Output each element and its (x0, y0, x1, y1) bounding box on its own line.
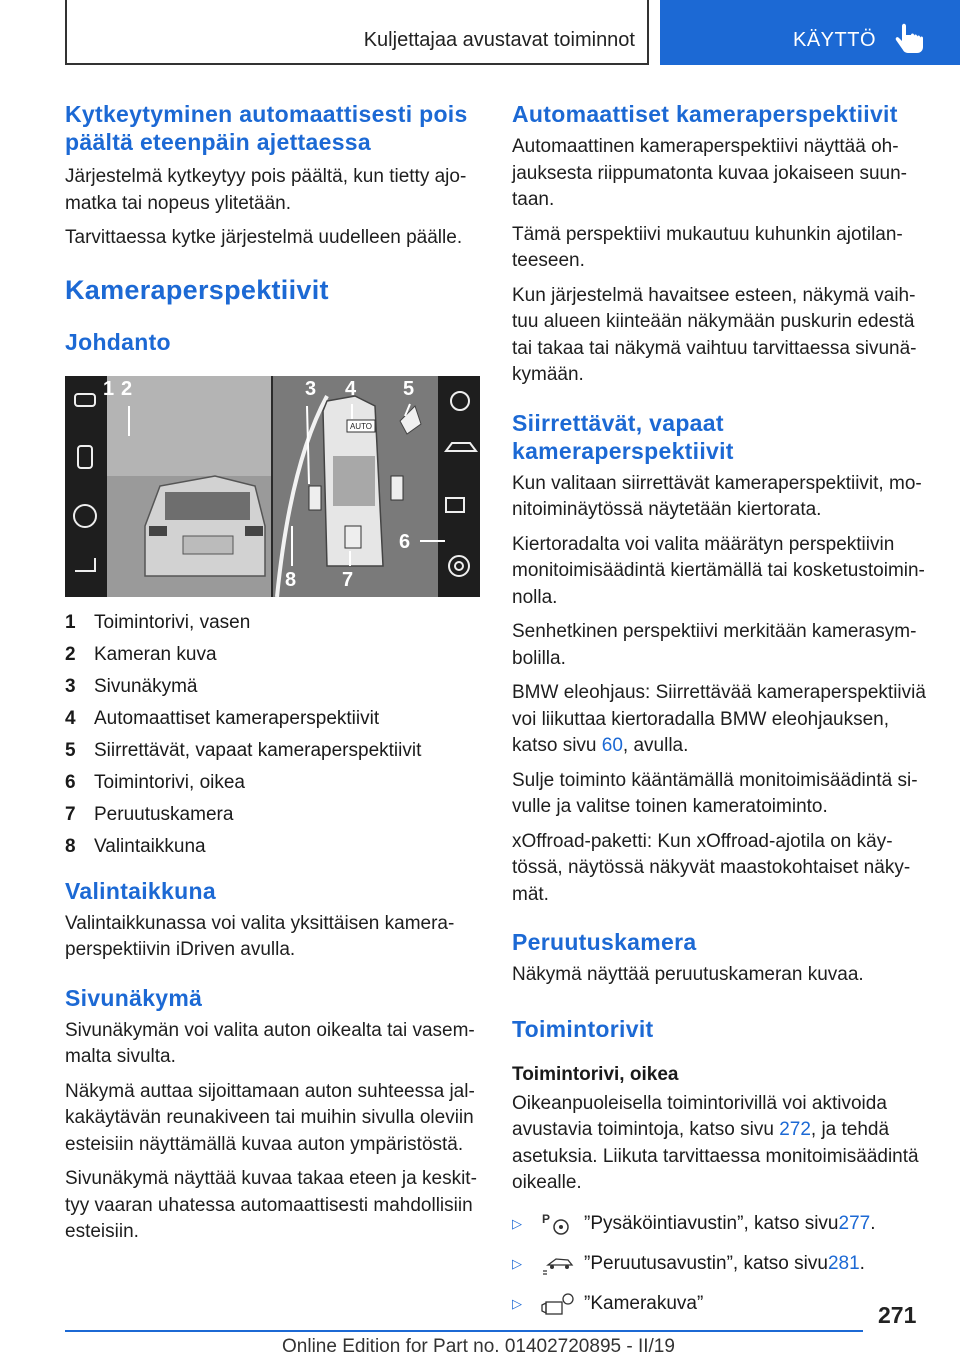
triangle-bullet-icon: ▷ (512, 1295, 522, 1311)
triangle-bullet-icon: ▷ (512, 1255, 522, 1271)
callout-5: 5 (403, 377, 415, 400)
callout-2: 2 (121, 377, 133, 400)
legend-number: 5 (65, 739, 76, 761)
camera-display-figure (65, 376, 480, 597)
legend-text: Kameran kuva (94, 643, 217, 665)
bullet-park-assist: ▷ P ”Pysäköintiavustin”, katso sivu 277 . (512, 1211, 932, 1237)
legend-item (65, 671, 480, 703)
callout-8: 8 (285, 568, 297, 591)
legend-text: Siirrettävät, vapaat kameraperspektiivit (94, 739, 422, 761)
heading-camera-perspectives: Kameraperspektiivit (65, 274, 329, 305)
side-camera-left (309, 486, 321, 510)
header-chapter-label: KÄYTTÖ (793, 29, 877, 51)
page-link-281[interactable]: 281 (827, 1252, 860, 1274)
header-section-box (65, 0, 649, 65)
heading-right-row: Toimintorivi, oikea (512, 1063, 679, 1085)
callout-4: 4 (345, 377, 357, 400)
auto-badge-text: AUTO (349, 421, 373, 431)
legend-text: Peruutuskamera (94, 803, 234, 825)
bullet-camera-image: ▷ ”Kamerakuva” (512, 1291, 932, 1317)
legend-text: Toimintorivi, vasen (94, 611, 251, 633)
heading-function-rows: Toimintorivit (512, 1015, 654, 1042)
page-link-277[interactable]: 277 (838, 1212, 871, 1234)
heading-auto-off: Kytkeytyminen automaattisesti pois päältä eteenpäin ajettaessa (65, 101, 468, 155)
legend-item (65, 703, 480, 735)
reverse-assist-icon (540, 1251, 576, 1277)
heading-automatic-perspectives: Automaattiset kameraperspektiivit (512, 101, 898, 127)
svg-text:P: P (542, 1211, 551, 1226)
legend-item (65, 639, 480, 671)
para-free-3: Senhetkinen perspektiivi merkitään kamerasym-bolilla. (512, 621, 917, 669)
para-free-2: Kiertoradalta voi valita määrätyn perspektiivin monitoimisäädintä kiertämällä tai kosketustoimin-nolla. (512, 533, 925, 608)
triangle-bullet-icon: ▷ (512, 1215, 522, 1231)
legend-item (65, 767, 480, 799)
legend-item (65, 831, 480, 863)
legend-number: 1 (65, 611, 76, 633)
para-free-6: xOffroad-paketti: Kun xOffroad-ajotila on käy-tössä, näytössä näkyvät maastokohtaiset näky-mät. (512, 830, 911, 905)
para-auto-off-1: Järjestelmä kytkeytyy pois päältä, kun tietty ajo-matka tai nopeus ylitetään. (65, 166, 467, 214)
heading-side-view: Sivunäkymä (65, 984, 203, 1011)
bullet-reverse-assist: ▷ ”Peruutusavustin”, katso sivu 281 . (512, 1251, 932, 1277)
legend-text: Valintaikkuna (94, 835, 206, 857)
para-selection-window: Valintaikkunassa voi valita yksittäisen kamera-perspektiivin iDriven avulla. (65, 912, 455, 960)
legend-item (65, 735, 480, 767)
legend-text: Automaattiset kameraperspektiivit (94, 707, 380, 729)
legend-text: Toimintorivi, oikea (94, 771, 245, 793)
callout-7: 7 (342, 568, 354, 591)
camera-view-icon (540, 1291, 576, 1317)
pointing-hand-icon (893, 22, 927, 56)
park-assist-icon (540, 1211, 576, 1237)
legend-number: 6 (65, 771, 76, 793)
heading-free-perspectives: Siirrettävät, vapaat kameraperspektiivit (512, 409, 734, 464)
para-side-view-3: Sivunäkymä näyttää kuvaa takaa eteen ja keskit-tyy vaaran uhatessa automaattisesti mahdollisiin esteisiin. (65, 1168, 477, 1242)
para-reverse-camera: Näkymä näyttää peruutuskameran kuvaa. (512, 964, 864, 985)
page-link-272[interactable]: 272 (779, 1119, 811, 1140)
rear-camera-icon (345, 526, 361, 548)
heading-reverse-camera: Peruutuskamera (512, 929, 697, 955)
heading-introduction: Johdanto (65, 328, 171, 355)
legend-number: 7 (65, 803, 76, 825)
legend-item (65, 607, 480, 639)
para-side-view-2: Näkymä auttaa sijoittamaan auton suhteessa jal-kakäytävän reunakiveen tai muihin sivulla oleviin esteisiin näyttämällä kuvaa auton ympäristöstä. (65, 1080, 475, 1155)
para-free-5: Sulje toiminto kääntämällä monitoimisäädintä si-vulle ja valitse toinen kameratoiminto. (512, 769, 918, 817)
left-column (65, 100, 480, 1246)
para-side-view-1: Sivunäkymän voi valita auton oikealta tai vasem-malta sivulta. (65, 1019, 475, 1067)
legend-number: 4 (65, 707, 76, 729)
header-chapter-tab[interactable] (660, 0, 960, 65)
para-free-4: BMW eleohjaus: Siirrettävää kameraperspektiiviä voi liikuttaa kiertoradalla BMW eleohjauksen, katso sivu 60, avulla. (512, 682, 926, 756)
para-automatic-1: Automaattinen kameraperspektiivi näyttää oh-jauksesta riippumatonta kuvaa jokaiseen suun-taan. (512, 136, 908, 210)
legend-number: 3 (65, 675, 76, 697)
side-camera-right (391, 476, 403, 500)
header-section-title: Kuljettajaa avustavat toiminnot (363, 29, 635, 51)
page-number: 271 (878, 1302, 917, 1328)
legend-number: 2 (65, 643, 76, 665)
footer-edition: Online Edition for Part no. 01402720895 - II/19 (282, 1336, 675, 1357)
para-auto-off-2: Tarvittaessa kytke järjestelmä uudelleen päälle. (65, 227, 463, 248)
legend-text: Sivunäkymä (94, 675, 198, 697)
para-right-row: Oikeanpuoleisella toimintorivillä voi aktivoida avustavia toimintoja, katso sivu 272, ja tehdä asetuksia. Liikuta tarvittaessa monitoimisäädintä oikealle. (512, 1092, 919, 1193)
camera-display-illustration (65, 376, 480, 597)
footer-divider (65, 1330, 863, 1332)
callout-3: 3 (305, 377, 317, 400)
para-automatic-3: Kun järjestelmä havaitsee esteen, näkymä vaih-tuu alueen kiinteään näkymään puskurin edestä tai takaa tai näkymä vaihtuu tarvittaessa sivunä-kymään. (512, 284, 917, 385)
para-free-1: Kun valitaan siirrettävät kameraperspektiivit, mo-nitoiminäytössä näytetään kiertorata. (512, 472, 922, 520)
legend-item (65, 799, 480, 831)
page-link-60[interactable]: 60 (601, 735, 623, 756)
callout-6: 6 (399, 530, 411, 553)
left-function-bar (65, 376, 107, 597)
right-column (512, 100, 932, 1317)
para-automatic-2: Tämä perspektiivi mukautuu kuhunkin ajotilan-teeseen. (512, 223, 903, 271)
heading-selection-window: Valintaikkuna (65, 877, 216, 904)
legend-number: 8 (65, 835, 76, 857)
figure-legend (65, 607, 480, 863)
callout-1: 1 (103, 377, 115, 400)
